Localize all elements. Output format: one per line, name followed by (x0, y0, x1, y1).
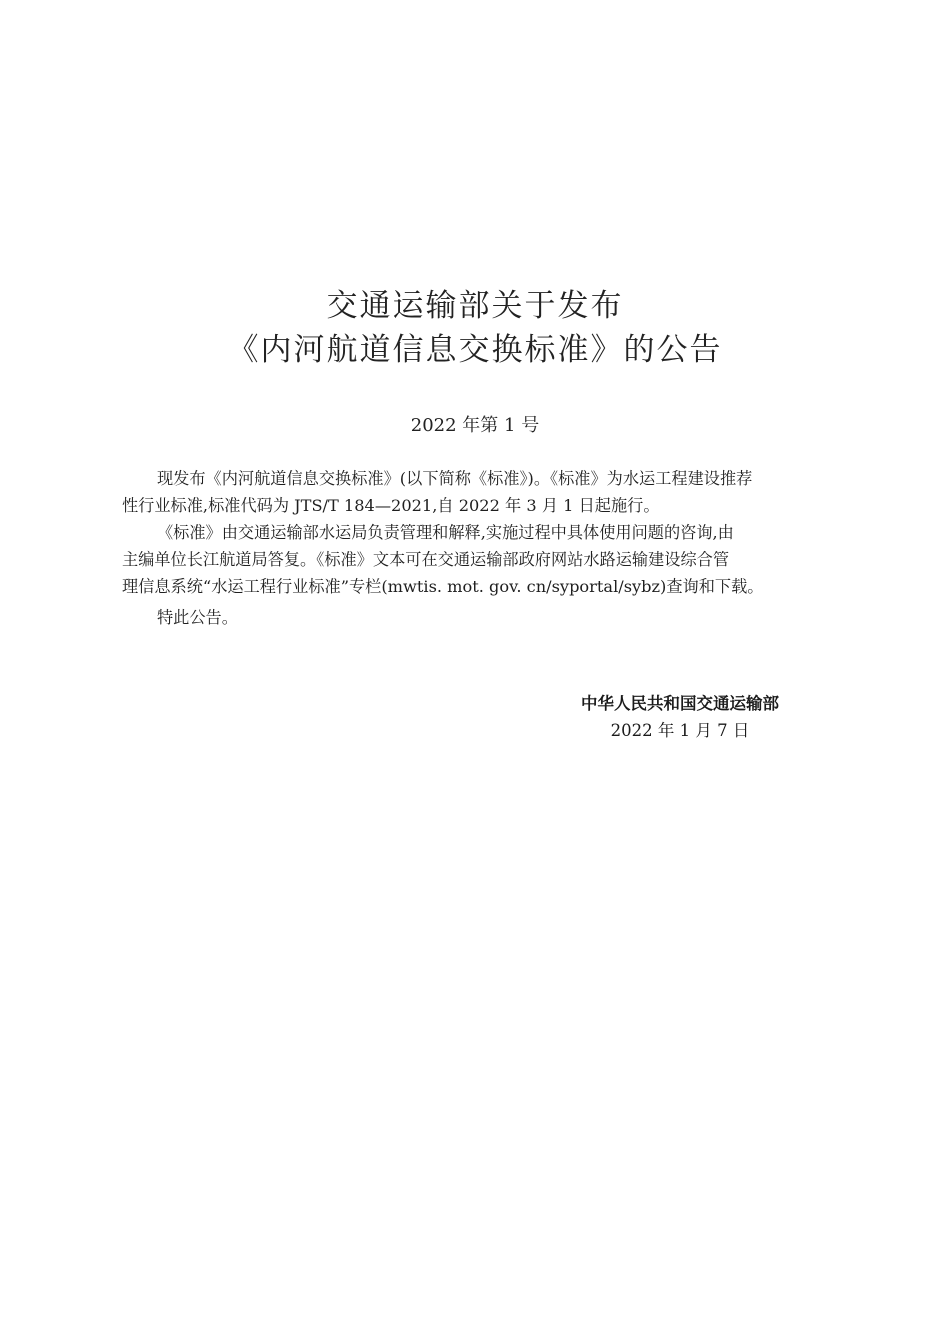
paragraph-line: 理信息系统“水运工程行业标准”专栏(mwtis. mot. gov. cn/syportal/sybz)查询和下载。 (122, 577, 764, 596)
announcement-number: 2022 年第 1 号 (410, 415, 540, 436)
paragraph-closing (122, 604, 832, 631)
paragraph-management (122, 519, 832, 600)
paragraph-line: 现发布《内河航道信息交换标准》(以下简称《标准》)。《标准》为水运工程建设推荐 (157, 469, 753, 488)
document-title-line2: 《内河航道信息交换标准》的公告 (227, 332, 723, 368)
paragraph-line: 主编单位长江航道局答复。《标准》文本可在交通运输部政府网站水路运输建设综合管 (122, 550, 730, 569)
paragraph-line: 《标准》由交通运输部水运局负责管理和解释,实施过程中具体使用问题的咨询,由 (157, 523, 734, 542)
signature-organization: 中华人民共和国交通运输部 (581, 694, 779, 713)
signature-date: 2022 年 1 月 7 日 (610, 721, 750, 740)
paragraph-line: 性行业标准,标准代码为 JTS/T 184—2021,自 2022 年 3 月 1 日起施行。 (122, 496, 660, 515)
document-title-line1: 交通运输部关于发布 (326, 288, 624, 324)
paragraph-publication (122, 465, 832, 519)
paragraph-line: 特此公告。 (157, 608, 238, 627)
